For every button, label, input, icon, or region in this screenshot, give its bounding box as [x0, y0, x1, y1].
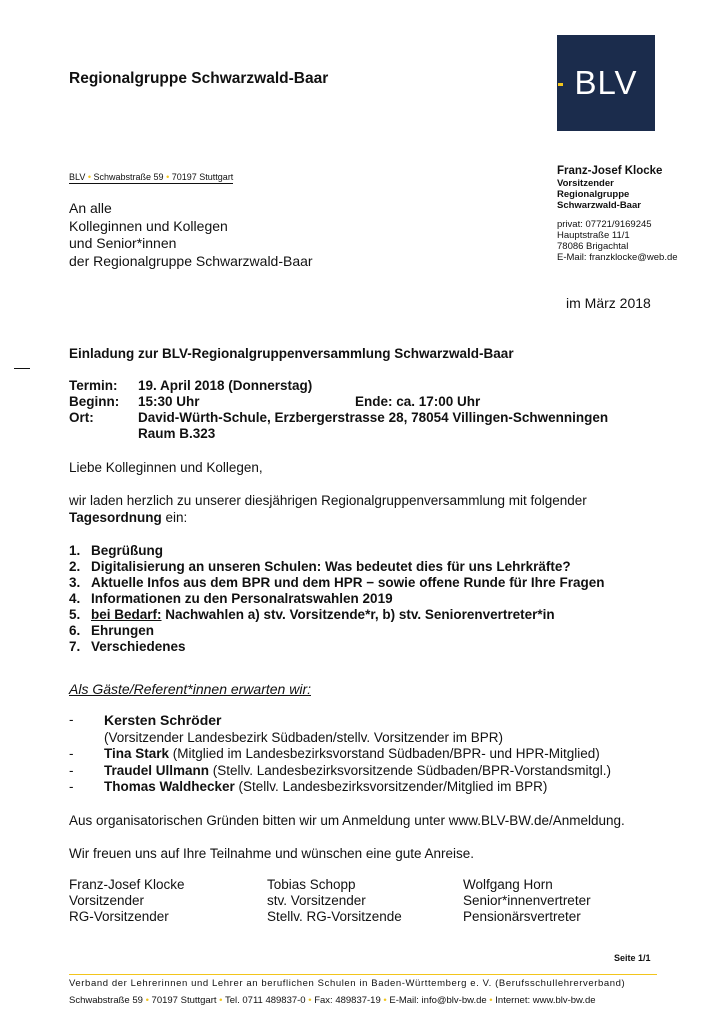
guest-description: (Vorsitzender Landesbezirk Südbaden/stellv. Vorsitzender im BPR) [104, 729, 503, 745]
guest-description: (Stellv. Landesbezirksvorsitzender/Mitglied im BPR) [234, 779, 548, 794]
separator-dot: • [166, 172, 170, 182]
signer-role: RG-Vorsitzender [69, 909, 169, 924]
agenda-label: Aktuelle Infos aus dem BPR und dem HPR − sowie offene Runde für Ihre Fragen [91, 575, 605, 590]
separator-dot: • [383, 995, 387, 1006]
guest-dash: - [69, 746, 74, 761]
agenda-number: 3. [69, 575, 81, 590]
sender-city: 70197 Stuttgart [171, 172, 234, 182]
agenda-label: Begrüßung [91, 543, 163, 558]
agenda-number: 2. [69, 559, 81, 574]
guest-name: Kersten Schröder [104, 712, 222, 728]
recipient-line: der Regionalgruppe Schwarzwald-Baar [69, 252, 313, 269]
agenda-label: Digitalisierung an unseren Schulen: Was bedeutet dies für uns Lehrkräfte? [91, 559, 571, 574]
guest-name: Thomas Waldhecker [104, 779, 235, 794]
agenda-number: 5. [69, 607, 81, 622]
beginn-value: 15:30 Uhr [138, 394, 200, 409]
guest-name: Traudel Ullmann [104, 762, 210, 778]
contact-role: Schwarzwald-Baar [557, 200, 641, 211]
signer-role: Senior*innenvertreter [463, 893, 591, 908]
separator-dot: • [145, 995, 149, 1006]
guest-item [69, 712, 611, 746]
agenda-number: 6. [69, 623, 81, 638]
registration-note: Aus organisatorischen Gründen bitten wir um Anmeldung unter www.BLV-BW.de/Anmeldung. [69, 813, 625, 828]
agenda-condition: bei Bedarf: [91, 607, 162, 622]
guest-item [69, 746, 611, 763]
guest-list [69, 712, 611, 796]
guest-description: (Stellv. Landesbezirksvorsitzende Südbaden/BPR-Vorstandsmitgl.) [209, 762, 611, 778]
contact-phone: privat: 07721/9169245 [557, 219, 652, 230]
signature-block [267, 877, 402, 925]
separator-dot: • [489, 995, 493, 1006]
ort-value: David-Würth-Schule, Erzbergerstrasse 28, 78054 Villingen-Schwenningen [138, 410, 609, 425]
contact-street: Hauptstraße 11/1 [557, 230, 630, 241]
signer-role: Stellv. RG-Vorsitzende [267, 909, 402, 924]
intro-rest: ein: [161, 510, 188, 525]
signer-role: Vorsitzender [69, 893, 145, 908]
signer-name: Tobias Schopp [267, 877, 356, 892]
fold-mark [14, 368, 30, 369]
logo-accent [558, 83, 563, 86]
recipient-line: An alle [69, 200, 112, 216]
footer-website: Internet: www.blv-bw.de [495, 995, 596, 1006]
contact-role: Regionalgruppe [557, 189, 630, 200]
recipient-block [69, 200, 313, 270]
separator-dot: • [87, 172, 92, 182]
intro-line-2 [69, 510, 187, 525]
guest-name: Tina Stark [104, 746, 170, 761]
guests-title: Als Gäste/Referent*innen erwarten wir: [69, 681, 311, 697]
logo-text: BLV [574, 64, 638, 101]
sender-org: BLV [69, 172, 86, 182]
signer-role: stv. Vorsitzender [267, 893, 366, 908]
termin-label: Termin: [69, 378, 118, 393]
letter-date: im März 2018 [566, 295, 651, 311]
agenda-number: 7. [69, 639, 81, 654]
contact-role: Vorsitzender [557, 178, 614, 189]
contact-name: Franz-Josef Klocke [557, 165, 663, 177]
blv-logo [557, 35, 655, 131]
guest-description: (Mitglied im Landesbezirksvorstand Südbaden/BPR- und HPR-Mitglied) [169, 746, 600, 761]
separator-dot: • [219, 995, 223, 1006]
footer-phone: Tel. 0711 489837-0 [224, 995, 306, 1006]
separator-dot: • [308, 995, 312, 1006]
sender-address-line [69, 172, 233, 184]
subject-line: Einladung zur BLV-Regionalgruppenversammlung Schwarzwald-Baar [69, 346, 514, 361]
guest-dash: - [69, 712, 74, 727]
recipient-line: Kolleginnen und Kollegen [69, 217, 228, 234]
guest-item [69, 779, 611, 796]
intro-line: wir laden herzlich zu unserer diesjährigen Regionalgruppenversammlung mit folgender [69, 493, 587, 508]
contact-block [557, 166, 678, 263]
agenda-label-text: Nachwahlen a) stv. Vorsitzende*r, b) stv. Seniorenvertreter*in [161, 607, 555, 622]
footer-email: E-Mail: info@blv-bw.de [389, 995, 487, 1006]
footer-contact [69, 995, 596, 1006]
contact-email: E-Mail: franzklocke@web.de [557, 252, 678, 263]
group-title: Regionalgruppe Schwarzwald-Baar [69, 70, 329, 87]
guest-dash: - [69, 779, 74, 794]
footer-city: 70197 Stuttgart [151, 995, 217, 1006]
ende-value: Ende: ca. 17:00 Uhr [355, 394, 481, 409]
signer-name: Franz-Josef Klocke [69, 877, 185, 892]
page-number: Seite 1/1 [614, 953, 651, 963]
closing-line: Wir freuen uns auf Ihre Teilnahme und wünschen eine gute Anreise. [69, 846, 474, 861]
footer-org: Verband der Lehrerinnen und Lehrer an beruflichen Schulen in Baden-Württemberg e. V. (Berufsschullehrerverband) [69, 978, 626, 989]
agenda-heading: Tagesordnung [69, 510, 162, 525]
footer-street: Schwabstraße 59 [69, 995, 143, 1006]
recipient-line: und Senior*innen [69, 235, 177, 251]
contact-city: 78086 Brigachtal [557, 241, 629, 252]
agenda-number: 1. [69, 543, 81, 558]
signer-role: Pensionärsvertreter [463, 909, 581, 924]
agenda-label [91, 607, 555, 623]
agenda-label: Informationen zu den Personalratswahlen 2019 [91, 591, 393, 606]
footer-divider [69, 974, 657, 975]
termin-value: 19. April 2018 (Donnerstag) [138, 378, 313, 393]
agenda-label: Verschiedenes [91, 639, 186, 654]
ort-label: Ort: [69, 410, 94, 425]
signature-block [69, 877, 185, 925]
sender-street: Schwabstraße 59 [93, 172, 164, 182]
agenda-label: Ehrungen [91, 623, 154, 638]
signer-name: Wolfgang Horn [463, 877, 553, 892]
signature-block [463, 877, 591, 925]
raum-value: Raum B.323 [138, 426, 216, 441]
guest-dash: - [69, 762, 74, 778]
beginn-label: Beginn: [69, 394, 120, 409]
guest-item [69, 763, 611, 780]
agenda-number: 4. [69, 591, 81, 606]
footer-fax: Fax: 489837-19 [314, 995, 381, 1006]
greeting: Liebe Kolleginnen und Kollegen, [69, 460, 263, 475]
